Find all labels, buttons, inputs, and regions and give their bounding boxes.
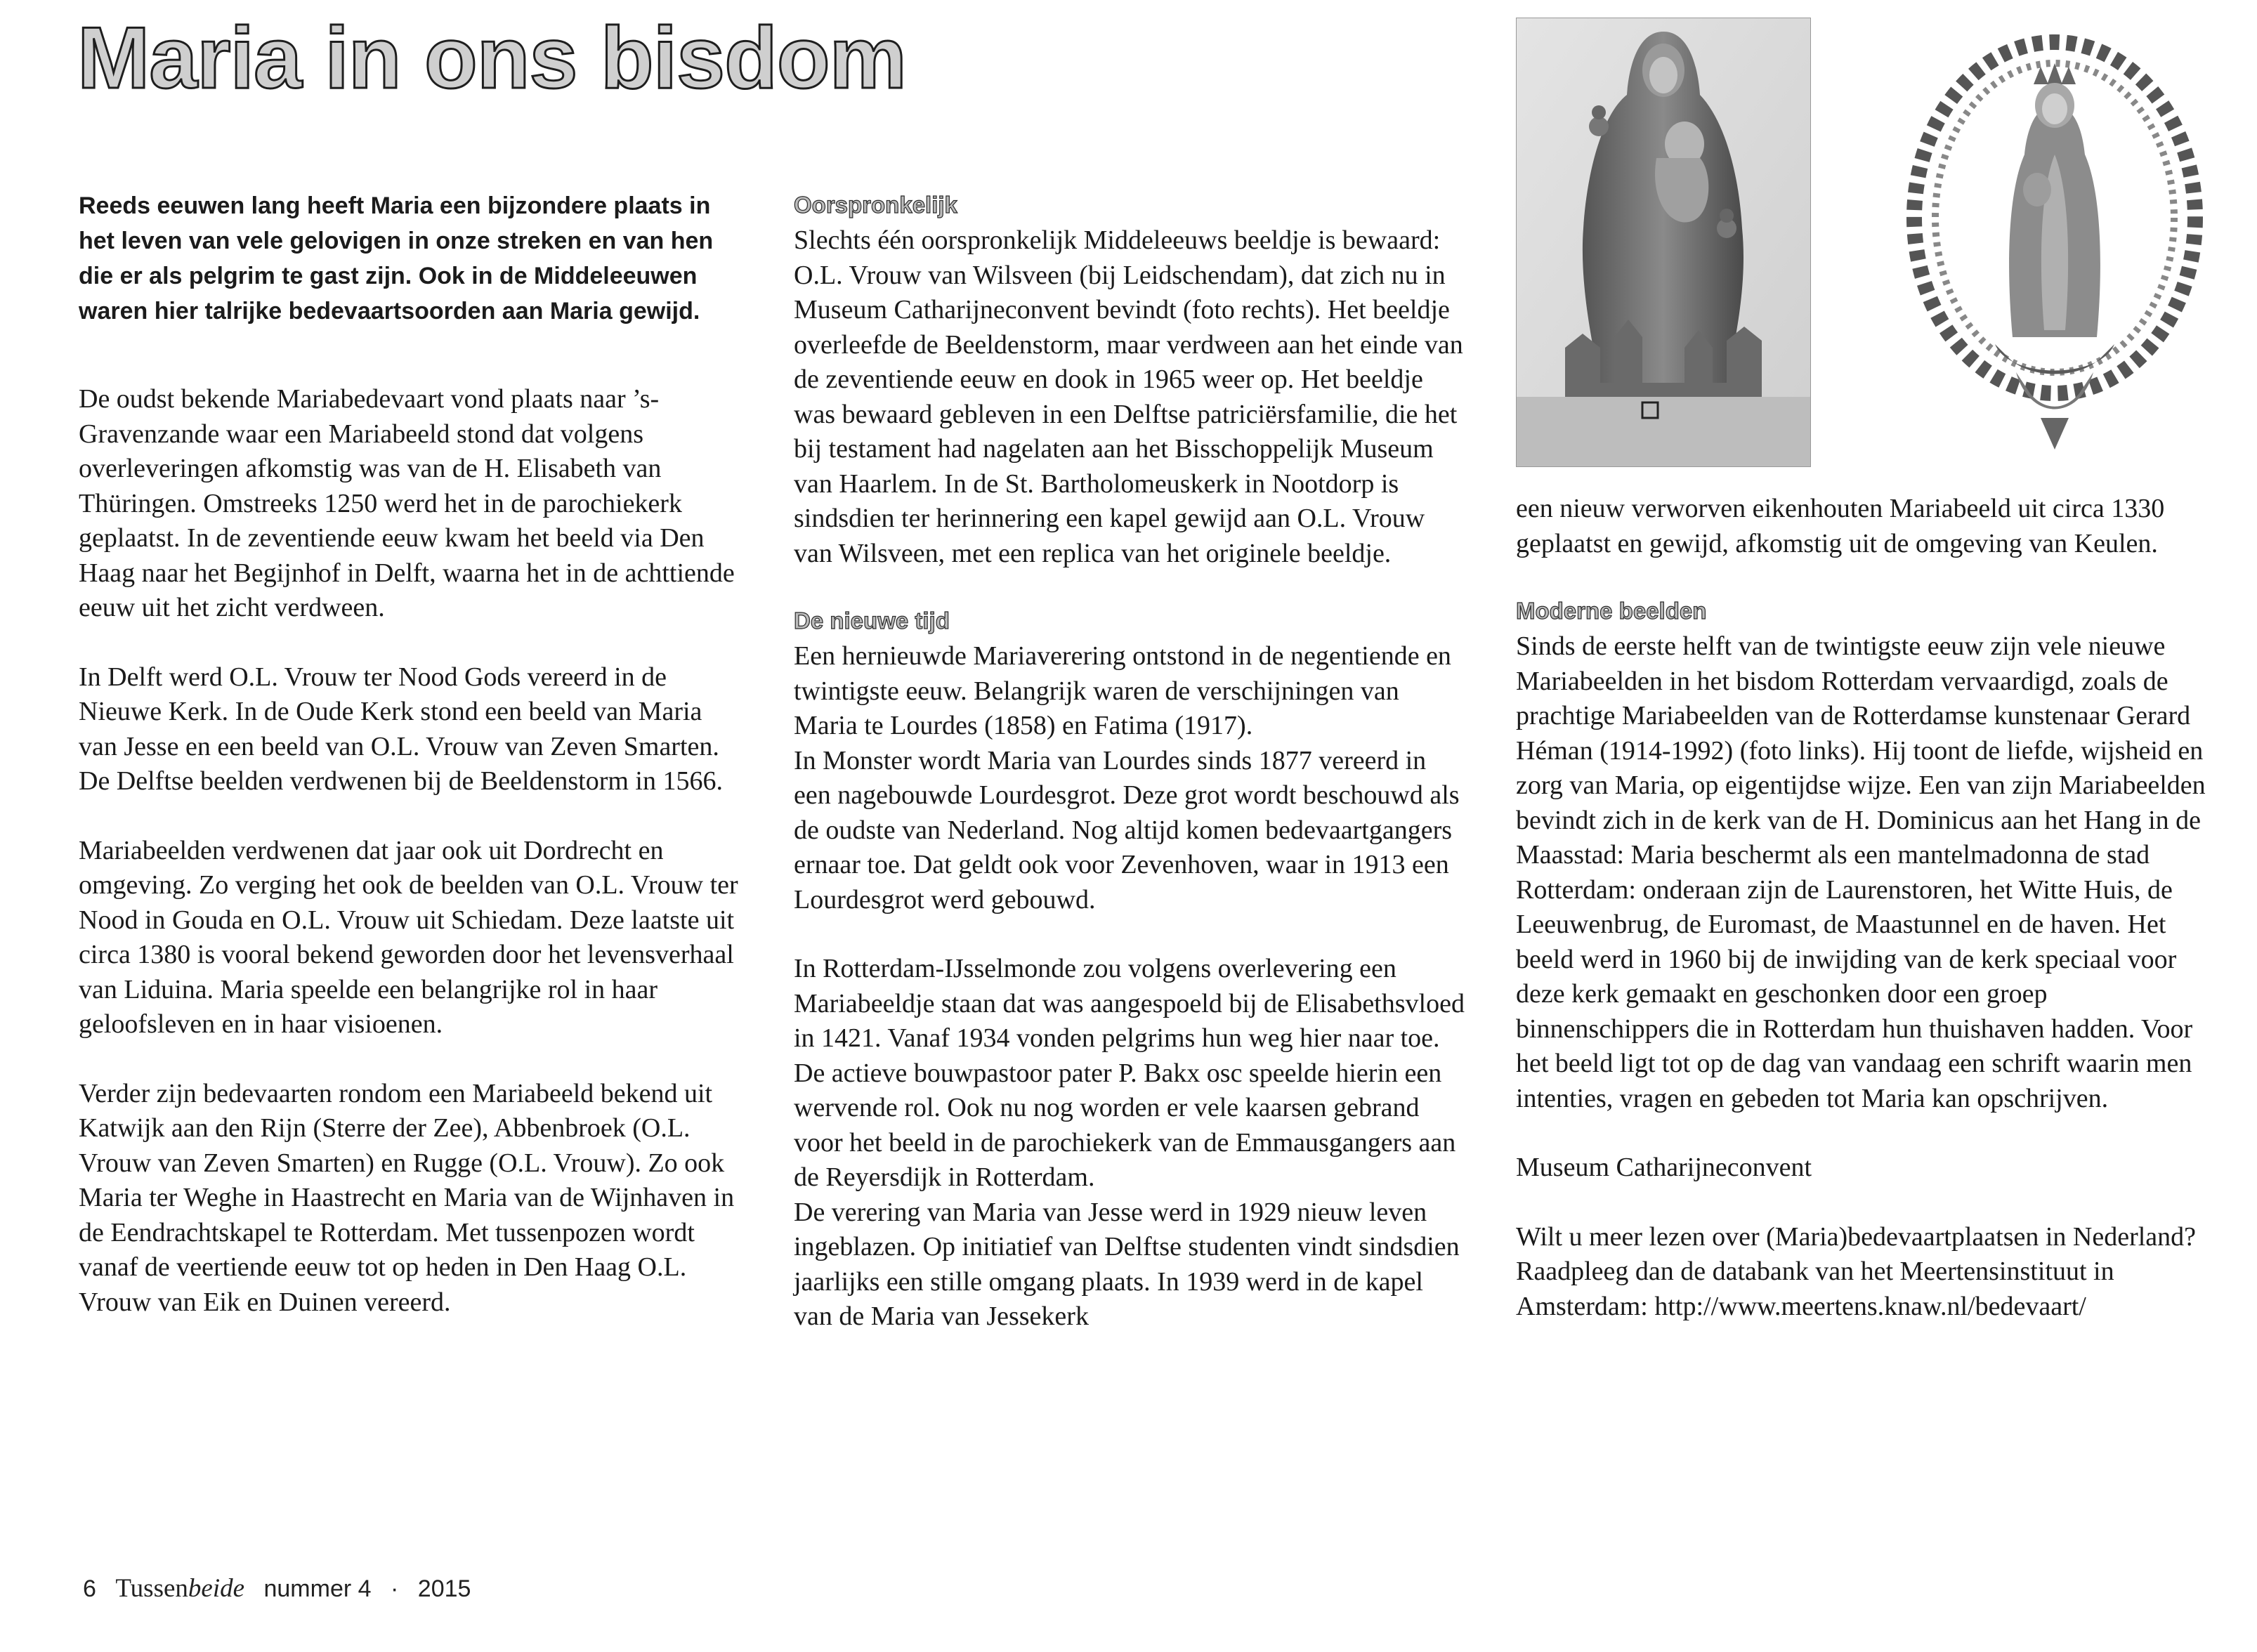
paragraph: In Monster wordt Maria van Lourdes sinds 1877 vereerd in een nagebouwde Lourdesgrot. Deze grot wordt beschouwd als de oudste van Nederland. Nog altijd komen bedevaartgangers ernaar toe. Dat geldt ook voor Zevenhoven, waar in 1913 een Lourdesgrot werd gebouwd. <box>794 745 1460 914</box>
photo-credit: Museum Catharijneconvent <box>1516 1153 1812 1182</box>
paragraph: De oudst bekende Mariabedevaart vond plaats naar ’s-Gravenzande waar een Mariabeeld stond dat volgens overleveringen afkomstig was van de H. Elisabeth van Thüringen. Omstreeks 1250 werd het in de parochiekerk geplaatst. In de zeventiende eeuw kwam het beeld via Den Haag naar het Begijnhof in Delft, waarna het in de achttiende eeuw uit het zicht verdween. <box>79 384 735 622</box>
paragraph: Sinds de eerste helft van de twintigste eeuw zijn vele nieuwe Mariabeelden in het bisdom Rotterdam vervaardigd, zoals de prachtige Mariabeelden van de Rotterdamse kunstenaar Gerard Héman (1914-1992) (foto links). Hij toont de liefde, wijsheid en zorg van Maria, op eigentijdse wijze. Een van zijn Mariabeelden bevindt zich in de kerk van de H. Dominicus aan het Hang in de Maasstad: Maria beschermt als een mantelmadonna de stad Rotterdam: onderaan zijn de Laurenstoren, het Witte Huis, de Leeuwenbrug, de Euromast, de Maastunnel en de haven. Het beeld werd in 1960 bij de inwijding van de kerk speciaal voor deze kerk gemaakt en geschonken door een groep binnenschippers die in Rotterdam hun thuishaven hadden. Voor het beeld ligt tot op de dag van vandaag een schrift waarin men intenties, vragen en gebeden tot Maria kan opschrijven. <box>1516 631 2206 1113</box>
crowned-madonna-statue-photo <box>1890 28 2220 464</box>
column-middle <box>794 190 1468 1335</box>
intro-paragraph: Reeds eeuwen lang heeft Maria een bijzondere plaats in het leven van vele gelovigen in onze streken en van hen die er als pelgrim te gast zijn. Ook in de Middeleeuwen waren hier talrijke bedevaartsoorden aan Maria gewijd. <box>79 192 714 324</box>
magazine-name-part2: beide <box>188 1574 245 1603</box>
paragraph: Verder zijn bedevaarten rondom een Mariabeeld bekend uit Katwijk aan den Rijn (Sterre der Zee), Abbenbroek (O.L. Vrouw van Zeven Smarten) en Rugge (O.L. Vrouw). Zo ook Maria ter Weghe in Haastrecht en Maria van de Wijnhaven in de Eendrachtskapel te Rotterdam. Met tussenpozen wordt vanaf de veertiende eeuw tot op heden in Den Haag O.L. Vrouw van Eik en Duinen vereerd. <box>79 1078 735 1317</box>
paragraph: Mariabeelden verdwenen dat jaar ook uit Dordrecht en omgeving. Zo verging het ook de beelden van O.L. Vrouw ter Nood in Gouda en O.L. Vrouw uit Schiedam. Deze laatste uit circa 1380 is vooral bekend geworden door het levensverhaal van Liduina. Maria speelde een belangrijke rol in haar geloofsleven en in haar visioenen. <box>79 835 738 1039</box>
column-left <box>79 188 746 1320</box>
paragraph: In Delft werd O.L. Vrouw ter Nood Gods vereerd in de Nieuwe Kerk. In de Oude Kerk stond een beeld van Maria van Jesse en een beeld van O.L. Vrouw van Zeven Smarten. De Delftse beelden verdwenen bij de Beeldenstorm in 1566. <box>79 662 723 796</box>
paragraph: Slechts één oorspronkelijk Middeleeuws beeldje is bewaard: O.L. Vrouw van Wilsveen (bij Leidschendam), dat zich nu in Museum Catharijneconvent bevindt (foto rechts). Het beeldje overleefde de Beeldenstorm, maar verdween aan het einde van de zeventiende eeuw en dook in 1965 weer op. Het beeldje was bewaard gebleven in een Delftse patriciërsfamilie, die het bij testament had nagelaten aan het Bisschoppelijk Museum van Haarlem. In de St. Bartholomeuskerk in Nootdorp is sindsdien ter herinnering een kapel gewijd aan O.L. Vrouw van Wilsveen, met een replica van het originele beeldje. <box>794 225 1463 568</box>
column-right <box>1516 492 2218 1324</box>
page-title: Maria in ons bisdom <box>77 10 906 107</box>
magazine-name-part1: Tussen <box>115 1574 188 1603</box>
paragraph: Wilt u meer lezen over (Maria)bedevaartplaatsen in Nederland? Raadpleeg dan de databank van het Meertensinstituut in Amsterdam: http://www.meertens.knaw.nl/bedevaart/ <box>1516 1221 2197 1321</box>
paragraph: De verering van Maria van Jesse werd in 1929 nieuw leven ingeblazen. Op initiatief van Delftse studenten vindt sindsdien jaarlijks een stille omgang plaats. In 1939 werd in de kapel van de Maria van Jessekerk <box>794 1197 1460 1331</box>
madonna-mantle-statue-photo <box>1516 18 1811 467</box>
page-footer <box>83 1573 483 1604</box>
paragraph: Een hernieuwde Mariaverering ontstond in de negentiende en twintigste eeuw. Belangrijk waren de verschijningen van Maria te Lourdes (1858) en Fatima (1917). <box>794 641 1451 740</box>
issue-number: nummer 4 <box>263 1575 372 1602</box>
page-number: 6 <box>83 1575 96 1602</box>
section-heading: Oorspronkelijk <box>794 192 957 218</box>
paragraph: In Rotterdam-IJsselmonde zou volgens overlevering een Mariabeeldje staan dat was aangespoeld bij de Elisabethsvloed in 1421. Vanaf 1934 vonden pelgrims hun weg hier naar toe. De actieve bouwpastoor pater P. Bakx osc speelde hierin een wervende rol. Ook nu nog worden er vele kaarsen gebrand voor het beeld in de parochiekerk van de Emmausgangers aan de Reyersdijk in Rotterdam. <box>794 954 1465 1192</box>
section-heading: De nieuwe tijd <box>794 608 950 634</box>
issue-year: 2015 <box>417 1575 471 1602</box>
footer-separator: · <box>391 1575 399 1602</box>
section-heading: Moderne beelden <box>1516 598 1707 624</box>
paragraph: een nieuw verworven eikenhouten Mariabeeld uit circa 1330 geplaatst en gewijd, afkomstig uit de omgeving van Keulen. <box>1516 494 2165 558</box>
magazine-name <box>115 1574 244 1603</box>
